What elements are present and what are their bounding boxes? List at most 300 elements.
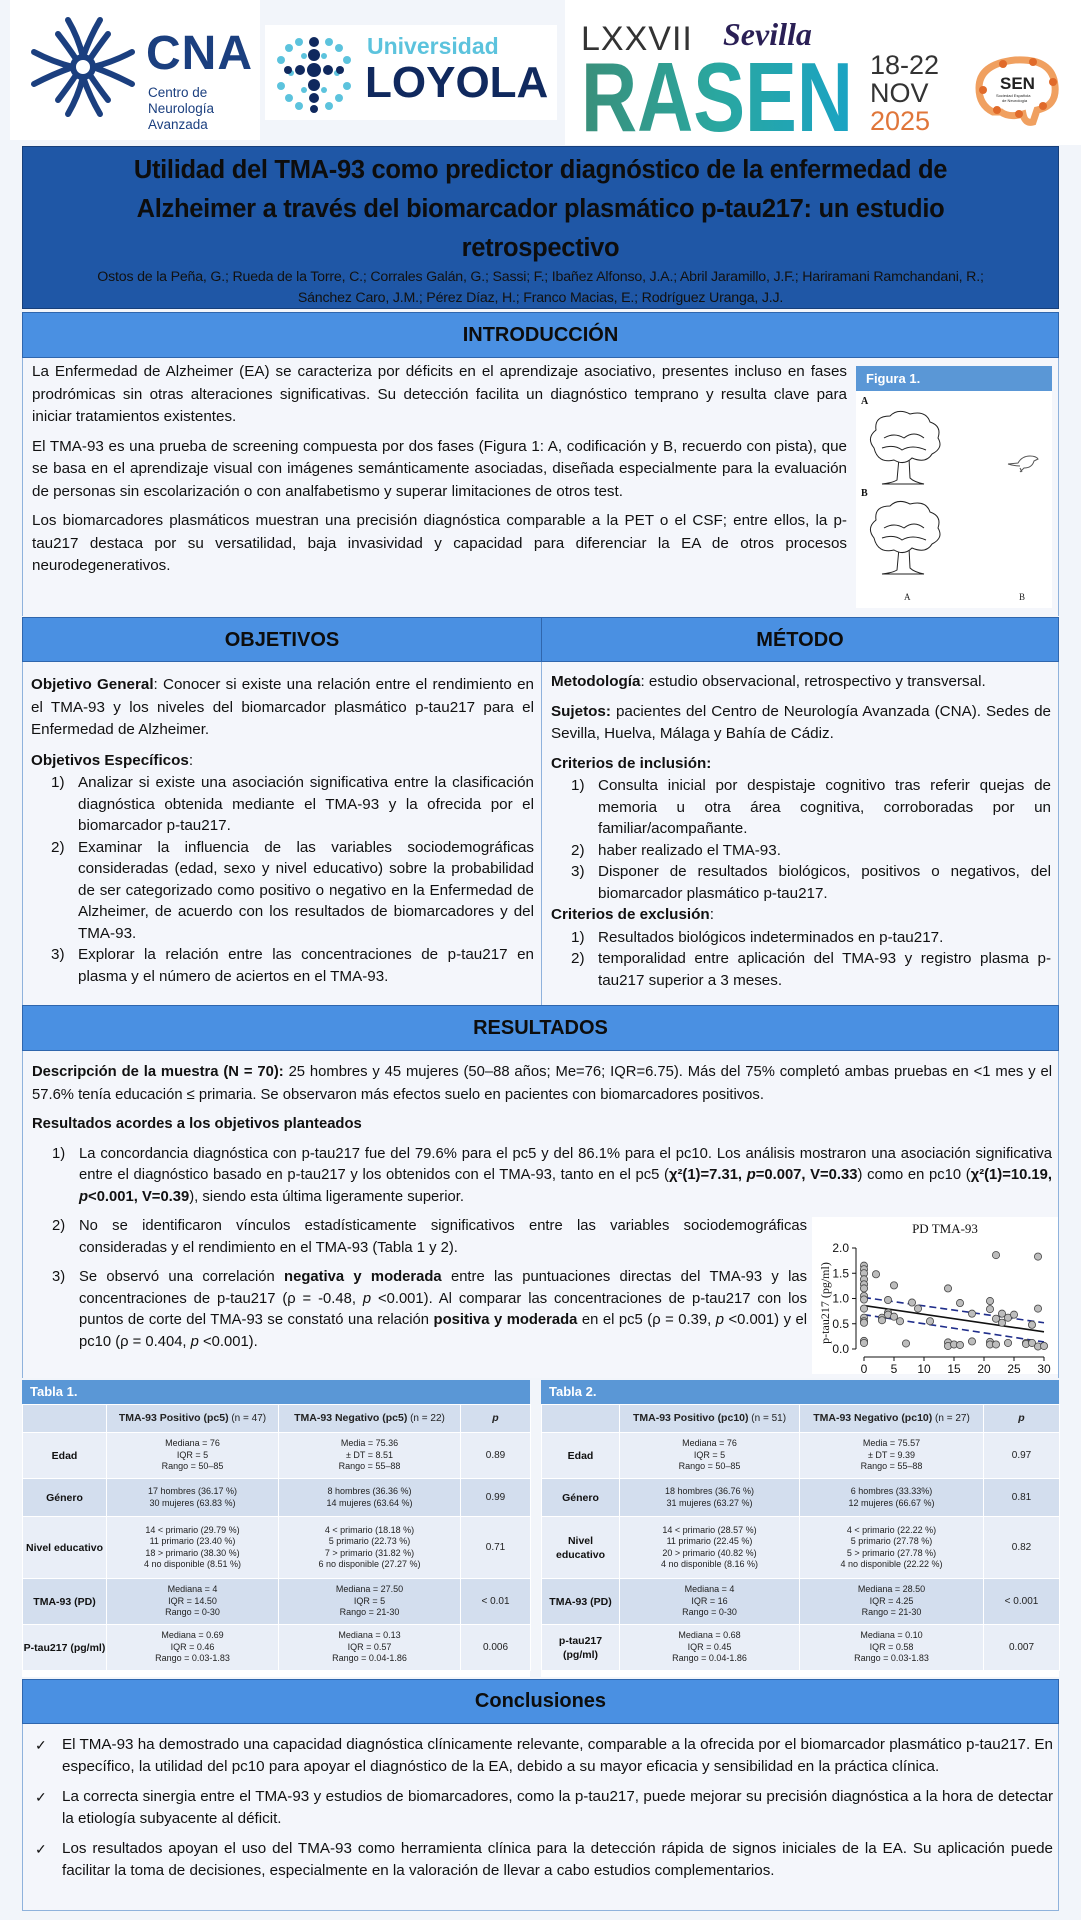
- cell-line: 30 mujeres (63.83 %): [149, 1497, 236, 1508]
- cell-line: Rango = 0.03-1.83: [854, 1653, 929, 1664]
- item-number: 2): [571, 950, 585, 967]
- table-row: [23, 1479, 531, 1517]
- cell-negativo: [800, 1479, 984, 1517]
- item-number: 3): [571, 863, 585, 880]
- table-row: [542, 1433, 1060, 1479]
- cell-positivo: [107, 1625, 279, 1671]
- colon: :: [709, 906, 714, 923]
- cell-line: Rango = 55–88: [860, 1461, 923, 1472]
- metodologia-text: : estudio observacional, retrospectivo y transversal.: [640, 673, 986, 690]
- stat: =0.007, V=0.33: [755, 1167, 858, 1183]
- text: No se identificaron vínculos estadísticamente significativos entre las variables sociodemográficas consideradas y el rendimiento en el TMA-93 (Tabla 1 y 2).: [79, 1218, 807, 1256]
- cna-logo-sub-3: Avanzada: [148, 117, 208, 132]
- cell-line: 20 > primario (40.82 %): [662, 1547, 757, 1558]
- table-row: [542, 1625, 1060, 1671]
- poster-title: Utilidad del TMA-93 como predictor diagnóstico de la enfermedad de Alzheimer a través del biomarcador plasmático p-tau217: un estudio retrospectivo: [133, 156, 948, 262]
- p-symbol: p: [362, 1290, 372, 1307]
- cell-negativo: [800, 1579, 984, 1625]
- objetivos-especificos-label: Objetivos Específicos: [31, 751, 189, 769]
- objetivos-especificos-list: [31, 772, 534, 987]
- list-item: [31, 944, 534, 987]
- cell-negativo: [800, 1517, 984, 1579]
- cell-line: IQR = 14.50: [168, 1595, 217, 1606]
- data-points: [860, 1251, 1047, 1350]
- check-icon: ✓: [35, 1789, 47, 1805]
- cell-line: Mediana = 0.68: [678, 1630, 741, 1641]
- data-point: [1040, 1342, 1047, 1349]
- descripcion-muestra-text: 25 hombres y 45 mujeres (50–88 años; Me=76; IQR=6.75). Más del 75% completó ambas pruebas en <1 mes y el 57.6% tenía educación ≤ primaria. Se observaron más efectos suelo en pacientes con biomarcadores positivos.: [32, 1064, 1052, 1103]
- bird-drawing-icon: [1006, 452, 1040, 474]
- rasen-dates: 18-22: [870, 50, 940, 80]
- resultado-3: [32, 1267, 807, 1353]
- cell-line: Media = 75.36: [340, 1438, 399, 1449]
- item-text: Resultados biológicos indeterminados en p-tau217.: [598, 928, 944, 946]
- cell-line: 14 < primario (28.57 %): [662, 1524, 757, 1535]
- header-empty: [23, 1405, 107, 1433]
- data-point: [1034, 1305, 1041, 1312]
- data-point: [1034, 1253, 1041, 1260]
- loyola-logo: [265, 25, 557, 120]
- objetivos-heading: [22, 617, 542, 662]
- row-label: Nivel educativo: [23, 1517, 107, 1579]
- tabla-1-body: [23, 1433, 531, 1671]
- header-p: p: [984, 1405, 1060, 1433]
- cell-line: Rango = 21-30: [339, 1607, 400, 1618]
- sujetos: [551, 701, 1051, 746]
- cell-line: 14 mujeres (63.64 %): [326, 1497, 413, 1508]
- tabla-2-table: [541, 1404, 1060, 1671]
- row-label: Género: [542, 1479, 620, 1517]
- header-empty: [542, 1405, 620, 1433]
- text: <0.001). Al comparar las concentraciones de p-tau217 con los puntos de corte del TMA-93 se constató una relación: [79, 1290, 808, 1328]
- list-item: [551, 948, 1051, 991]
- cell-negativo: [279, 1479, 461, 1517]
- y-axis-label: p-tau217 (pg/ml): [818, 1262, 832, 1344]
- resultados-heading-text: RESULTADOS: [473, 1017, 608, 1039]
- data-point: [860, 1319, 867, 1326]
- text: entre las puntuaciones directas del TMA-93 y las concentraciones de p-tau217 (ρ = -0.48,: [79, 1269, 808, 1307]
- neuron-icon: [28, 12, 138, 122]
- data-point: [890, 1313, 897, 1320]
- criterios-inclusion-list: [551, 775, 1051, 904]
- cna-logo-sub-2: Neurología: [148, 101, 215, 116]
- text: ) como en pc10 (: [857, 1167, 971, 1183]
- data-point: [860, 1285, 867, 1292]
- y-tick-label: 2.0: [832, 1241, 849, 1255]
- item-number: 2): [571, 841, 585, 859]
- cell-positivo: [620, 1517, 800, 1579]
- conclusiones-heading-text: Conclusiones: [474, 1690, 607, 1712]
- conclusion-text: Los resultados apoyan el uso del TMA-93 como herramienta clínica para la detección rápida de signos iniciales de la EA. Su aplicación puede facilitar la toma de decisiones, especialmente en la valoración de llevar a cabo estudios complementarios.: [62, 1840, 1053, 1879]
- metodo-heading-text: MÉTODO: [756, 629, 844, 651]
- rasen-wordmark: [581, 55, 856, 135]
- cell-line: 4 no disponible (8.51 %): [143, 1559, 242, 1569]
- table-row: [542, 1479, 1060, 1517]
- x-tick-label: 5: [890, 1362, 898, 1374]
- criterios-exclusion-list: [551, 927, 1051, 992]
- intro-paragraph-2: El TMA-93 es una prueba de screening compuesta por dos fases (Figura 1: A, codificación y B, recuerdo con pista), que se basa en el aprendizaje visual con imágenes semánticamente asociadas, diseñada especialmente para la evaluación de personas sin escolarización o con analfabetismo y superar limitaciones de otros test.: [32, 437, 847, 500]
- data-point: [992, 1341, 999, 1348]
- row-label: TMA-93 (PD): [542, 1579, 620, 1625]
- scatter-svg: [812, 1217, 1058, 1374]
- cell-line: Rango = 0.03-1.83: [155, 1653, 230, 1664]
- sujetos-text: pacientes del Centro de Neurología Avanzada (CNA). Sedes de Sevilla, Huelva, Málaga y Bahía de Cádiz.: [551, 702, 1051, 742]
- cna-logo-name: CNA: [146, 27, 253, 80]
- figure-1-title: Figura 1.: [856, 366, 1052, 391]
- cell-line: 7 > primario (31.82 %): [324, 1547, 415, 1558]
- rasen-year: 2025: [870, 106, 931, 136]
- metodologia: [551, 671, 1051, 694]
- stat: χ²(1)=10.19,: [970, 1167, 1052, 1183]
- table-row: [23, 1579, 531, 1625]
- item-text: Explorar la relación entre las concentraciones de p-tau217 en plasma y el número de aciertos en el TMA-93.: [78, 946, 534, 985]
- cell-line: Mediana = 0.13: [338, 1630, 401, 1641]
- cell-line: Mediana = 4: [167, 1584, 218, 1595]
- cell-line: Rango = 0.04-1.86: [672, 1653, 747, 1664]
- table-row: [542, 1579, 1060, 1625]
- fit-lines: [864, 1297, 1044, 1341]
- header-negativo: TMA-93 Negativo (pc10) (n = 27): [800, 1405, 984, 1433]
- cell-line: Mediana = 76: [165, 1438, 220, 1449]
- x-tick-label: 25: [1007, 1362, 1021, 1374]
- cell-line: ± DT = 8.51: [345, 1449, 394, 1460]
- cell-negativo: [800, 1433, 984, 1479]
- objetivo-general-label: Objetivo General: [31, 676, 154, 693]
- cell-line: Mediana = 76: [682, 1438, 737, 1449]
- rasen-word: RASEN: [581, 55, 853, 135]
- text: Se observó una correlación: [79, 1269, 285, 1285]
- item-text: Examinar la influencia de las variables sociodemográficas consideradas (edad, sexo y nivel educativo) sobre la probabilidad de ser categorizado como positivo o negativo en la Enfermedad de Alzheimer, de acuerdo con los resultados de biomarcadores y del TMA-93.: [78, 838, 534, 942]
- dots-cross-icon: [269, 28, 359, 118]
- objetivo-general-text: : Conocer si existe una relación entre el rendimiento en el TMA-93 y los niveles del biomarcador plasmático p-tau217 para el Enfermedad de Alzheimer.: [31, 676, 534, 738]
- cell-p-value: 0.99: [461, 1479, 531, 1517]
- cell-line: 31 mujeres (63.27 %): [666, 1497, 753, 1508]
- tabla-2-caption: Tabla 2.: [541, 1380, 1059, 1404]
- logo-bar: [0, 0, 1081, 145]
- table-row: [23, 1517, 531, 1579]
- cell-line: 4 < primario (22.22 %): [846, 1524, 937, 1535]
- table-row: [23, 1625, 531, 1671]
- data-point: [914, 1305, 921, 1312]
- tabla-2: [541, 1380, 1059, 1677]
- cell-line: Rango = 21-30: [861, 1607, 922, 1618]
- objetivos-especificos-title: [31, 750, 534, 773]
- conclusion-text: El TMA-93 ha demostrado una capacidad diagnóstica clínicamente relevante, comparable a la ofrecida por el biomarcador plasmático p-tau217. En específico, la utilidad del pc10 para apoyar el diagnóstico de la EA, debido a su mayor eficacia y sensibilidad en la práctica clínica.: [62, 1736, 1053, 1775]
- cell-line: Mediana = 27.50: [335, 1584, 404, 1595]
- data-point: [1010, 1311, 1017, 1318]
- list-item: [551, 861, 1051, 904]
- figure-caption-a: A: [904, 592, 911, 602]
- cell-line: IQR = 0.57: [347, 1641, 392, 1652]
- sujetos-label: Sujetos:: [551, 702, 611, 720]
- cell-line: 11 primario (22.45 %): [666, 1536, 753, 1546]
- cell-line: IQR = 4.25: [869, 1595, 914, 1606]
- stat: p: [746, 1167, 756, 1183]
- cell-negativo: [279, 1625, 461, 1671]
- stat: χ²(1)=7.31,: [668, 1167, 747, 1183]
- cell-p-value: 0.82: [984, 1517, 1060, 1579]
- text: La concordancia diagnóstica con p-tau217 fue del 79.6% para el pc5 y del 86.1% para el pc10. Los análisis mostraron una asociación significativa entre el diagnóstico basado en p-tau217 y los obtenidos con el TMA-93, tanto en el pc5 (: [79, 1145, 1052, 1183]
- cell-line: Mediana = 28.50: [857, 1584, 926, 1595]
- figure-caption-b: B: [1019, 592, 1026, 602]
- cell-p-value: 0.89: [461, 1433, 531, 1479]
- data-point: [944, 1285, 951, 1292]
- cell-line: IQR = 16: [691, 1595, 728, 1606]
- list-item: [31, 837, 534, 945]
- cell-p-value: < 0.001: [984, 1579, 1060, 1625]
- x-tick-label: 30: [1037, 1362, 1051, 1374]
- conclusion-item: [23, 1838, 1053, 1882]
- list-item: [31, 772, 534, 837]
- row-label: Edad: [23, 1433, 107, 1479]
- criterios-inclusion-label: Criterios de inclusión:: [551, 754, 712, 772]
- sen-logo-sub-2: de Neurología: [1002, 98, 1028, 103]
- cell-line: 17 hombres (36.17 %): [147, 1486, 238, 1496]
- data-point: [890, 1282, 897, 1289]
- stat: p: [79, 1188, 89, 1205]
- cell-line: IQR = 0.45: [687, 1641, 732, 1652]
- cell-line: Mediana = 0.69: [161, 1630, 224, 1641]
- rasen-city: Sevilla: [723, 16, 812, 52]
- criterios-exclusion-label: Criterios de exclusión: [551, 906, 710, 923]
- cell-line: Mediana = 4: [684, 1584, 735, 1595]
- resultados-heading: [22, 1005, 1059, 1051]
- scatter-plot: [812, 1217, 1058, 1374]
- tabla-1-caption: Tabla 1.: [22, 1380, 530, 1404]
- objetivos-heading-text: OBJETIVOS: [224, 629, 340, 651]
- cna-logo-sub-1: Centro de: [148, 85, 208, 100]
- data-point: [884, 1296, 891, 1303]
- stat: <0.001, V=0.39: [88, 1188, 190, 1205]
- item-text: Analizar si existe una asociación significativa entre la clasificación diagnóstica obtenida mediante el TMA-93 y la ofrecida por el biomarcador p-tau217.: [78, 774, 534, 834]
- cell-line: Rango = 50–85: [161, 1461, 224, 1472]
- resultado-1: [32, 1144, 1052, 1209]
- authors: Ostos de la Peña, G.; Rueda de la Torre, C.; Corrales Galán, G.; Sassi; F.; Ibañez Alfonso, J.A.; Abril Jaramillo, J.F.; Hariramani Ramchandani, R.; Sánchez Caro, J.M.; Pérez Díaz, H.; Franco Macias, E.; Rodríguez Uranga, J.J.: [97, 269, 984, 306]
- data-point: [968, 1310, 975, 1317]
- loyola-logo-top: Universidad: [367, 33, 499, 59]
- data-point: [860, 1305, 867, 1312]
- item-number: 1): [571, 777, 585, 794]
- check-icon: ✓: [35, 1737, 47, 1753]
- cell-p-value: 0.81: [984, 1479, 1060, 1517]
- rasen-edition: LXXVII: [581, 20, 693, 58]
- chart-title: PD TMA-93: [912, 1221, 978, 1236]
- item-number: 3): [52, 1269, 66, 1285]
- cell-line: Media = 75.57: [862, 1438, 921, 1449]
- y-tick-label: 0.0: [832, 1342, 849, 1356]
- cell-line: 18 hombres (36.76 %): [664, 1486, 755, 1496]
- data-point: [1028, 1321, 1035, 1328]
- emphasis: negativa y moderada: [284, 1269, 442, 1285]
- data-point: [896, 1318, 903, 1325]
- tabla-2-body: [542, 1433, 1060, 1671]
- conclusion-item: [23, 1786, 1053, 1830]
- data-point: [860, 1296, 867, 1303]
- cell-line: Rango = 55–88: [338, 1461, 401, 1472]
- cell-line: Rango = 0-30: [682, 1607, 737, 1618]
- header-positivo: TMA-93 Positivo (pc5) (n = 47): [107, 1405, 279, 1433]
- metodo-panel: [541, 662, 1059, 1005]
- cell-p-value: < 0.01: [461, 1579, 531, 1625]
- cell-line: 4 < primario (18.18 %): [324, 1524, 415, 1535]
- intro-heading-text: INTRODUCCIÓN: [462, 324, 619, 346]
- row-label: Edad: [542, 1433, 620, 1479]
- text: ), siendo esta última ligeramente superior.: [189, 1188, 464, 1205]
- resultado-2: [32, 1216, 807, 1259]
- cell-positivo: [107, 1479, 279, 1517]
- conclusiones-panel: [22, 1724, 1059, 1911]
- y-tick-label: 0.5: [832, 1316, 849, 1331]
- conclusiones-heading: [22, 1679, 1059, 1724]
- resultados-subheading: Resultados acordes a los objetivos planteados: [32, 1116, 362, 1132]
- tabla-1: [22, 1380, 530, 1677]
- item-text: Disponer de resultados biológicos, positivos o negativos, del biomarcador plasmático p-tau217.: [598, 863, 1051, 902]
- emphasis: positiva y moderada: [433, 1312, 578, 1328]
- cell-line: IQR = 0.46: [170, 1641, 215, 1652]
- descripcion-muestra: [32, 1061, 1052, 1106]
- data-point: [956, 1341, 963, 1348]
- objetivos-panel: [22, 662, 542, 1005]
- data-point: [878, 1317, 885, 1324]
- data-point: [908, 1299, 915, 1306]
- descripcion-muestra-label: Descripción de la muestra (N = 70):: [32, 1064, 284, 1080]
- cell-line: IQR = 5: [353, 1595, 386, 1606]
- table-header-row: [542, 1405, 1060, 1433]
- intro-heading: [22, 312, 1059, 358]
- cell-line: 11 primario (23.40 %): [149, 1536, 236, 1546]
- cell-line: IQR = 0.58: [869, 1641, 914, 1652]
- data-point: [872, 1271, 879, 1278]
- p-symbol: p: [190, 1333, 199, 1350]
- check-icon: ✓: [35, 1841, 47, 1857]
- x-tick-label: 0: [860, 1362, 868, 1374]
- cell-p-value: 0.97: [984, 1433, 1060, 1479]
- data-point: [926, 1318, 933, 1325]
- rasen-congress-logo: [565, 0, 1081, 145]
- cell-p-value: 0.007: [984, 1625, 1060, 1671]
- colon: :: [188, 751, 194, 769]
- item-number: 1): [51, 774, 65, 791]
- text: <0.001).: [198, 1333, 258, 1350]
- cell-positivo: [107, 1433, 279, 1479]
- header-negativo: TMA-93 Negativo (pc5) (n = 22): [279, 1405, 461, 1433]
- text: <0.001) y el pc10 (ρ = 0.404,: [79, 1312, 807, 1350]
- table-row: [542, 1517, 1060, 1579]
- figure-panel-a-label: A: [861, 396, 869, 407]
- x-tick-label: 20: [977, 1362, 991, 1374]
- sen-logo-sub-1: Sociedad Española: [996, 93, 1031, 98]
- data-point: [968, 1338, 975, 1345]
- data-point: [956, 1299, 963, 1306]
- cell-positivo: [620, 1479, 800, 1517]
- figure-1: [856, 366, 1052, 608]
- data-point: [902, 1340, 909, 1347]
- cell-negativo: [279, 1433, 461, 1479]
- poster-title-block: [22, 146, 1059, 309]
- objetivo-general: [31, 674, 534, 742]
- tabla-1-table: [22, 1404, 531, 1671]
- item-number: 2): [51, 838, 65, 856]
- y-tick-label: 1.5: [832, 1266, 849, 1281]
- cell-positivo: [620, 1433, 800, 1479]
- figure-panel-b-label: B: [861, 488, 868, 499]
- cell-line: 6 hombres (33.33%): [850, 1486, 933, 1496]
- intro-paragraph-1: La Enfermedad de Alzheimer (EA) se caracteriza por déficits en el aprendizaje asociativo, presentes incluso en fases prodrómicas sin otras alteraciones significativas. Su detección facilita un diagnóstico temprano y resulta clave para iniciar tratamientos existentes.: [32, 363, 847, 425]
- item-number: 2): [52, 1218, 66, 1234]
- data-point: [1004, 1339, 1011, 1346]
- item-number: 3): [51, 946, 65, 963]
- conclusion-item: [23, 1734, 1053, 1778]
- cell-line: 12 mujeres (66.67 %): [848, 1497, 935, 1508]
- list-item: [551, 775, 1051, 840]
- cell-positivo: [107, 1579, 279, 1625]
- cell-line: Rango = 50–85: [678, 1461, 741, 1472]
- intro-paragraph-3: Los biomarcadores plasmáticos muestran una precisión diagnóstica comparable a la PET o el CSF; entre ellos, la p-tau217 destaca por su versatilidad, baja invasividad y capacidad para diferenciar la EA de otros procesos neurodegenerativos.: [32, 512, 847, 574]
- cell-line: 14 < primario (29.79 %): [145, 1524, 240, 1535]
- table-row: [23, 1433, 531, 1479]
- list-item: [551, 927, 1051, 949]
- item-number: 1): [52, 1145, 66, 1162]
- cell-positivo: [620, 1579, 800, 1625]
- data-point: [986, 1297, 993, 1304]
- cell-line: 18 > primario (38.30 %): [145, 1547, 240, 1558]
- cell-line: 5 primario (22.73 %): [328, 1536, 411, 1546]
- data-point: [986, 1306, 993, 1313]
- cell-p-value: 0.71: [461, 1517, 531, 1579]
- rasen-month: NOV: [870, 78, 929, 108]
- cell-negativo: [279, 1579, 461, 1625]
- cell-line: Rango = 0.04-1.86: [332, 1653, 407, 1664]
- y-tick-label: 1.0: [832, 1291, 849, 1306]
- cell-negativo: [800, 1625, 984, 1671]
- row-label: TMA-93 (PD): [23, 1579, 107, 1625]
- x-tick-label: 10: [917, 1362, 931, 1374]
- data-point: [998, 1319, 1005, 1326]
- metodo-heading: [541, 617, 1059, 662]
- cna-logo: [10, 0, 260, 140]
- item-text: Consulta inicial por despistaje cognitivo tras referir quejas de memoria u otra área cognitiva, corroboradas por un familiar/acompañante.: [598, 777, 1051, 837]
- list-item: [551, 840, 1051, 862]
- header-positivo: TMA-93 Positivo (pc10) (n = 51): [620, 1405, 800, 1433]
- cell-line: 5 primario (27.78 %): [850, 1536, 933, 1546]
- cell-line: IQR = 5: [693, 1449, 726, 1460]
- row-label: p-tau217 (pg/ml): [542, 1625, 620, 1671]
- cell-positivo: [620, 1625, 800, 1671]
- conclusiones-list: [23, 1734, 1053, 1890]
- cell-line: 8 hombres (36.36 %): [327, 1486, 412, 1496]
- conclusion-text: La correcta sinergia entre el TMA-93 y estudios de biomarcadores, como la p-tau217, puede mejorar su precisión diagnóstica a la hora de detectar la etiología subyacente al déficit.: [62, 1788, 1053, 1827]
- cell-line: 5 > primario (27.78 %): [846, 1547, 937, 1558]
- data-point: [860, 1339, 867, 1346]
- x-tick-label: 15: [947, 1362, 961, 1374]
- cell-line: ± DT = 9.39: [867, 1449, 916, 1460]
- sen-logo: [973, 50, 1063, 130]
- row-label: Nivel educativo: [542, 1517, 620, 1579]
- p-symbol: p: [715, 1312, 724, 1328]
- table-header-row: [23, 1405, 531, 1433]
- item-text: temporalidad entre aplicación del TMA-93 y registro plasma p-tau217 superior a 3 meses.: [598, 950, 1051, 989]
- tree-drawing-icon-b: [864, 498, 944, 576]
- cell-line: Mediana = 0.10: [860, 1630, 923, 1641]
- cell-line: IQR = 5: [176, 1449, 209, 1460]
- item-text: haber realizado el TMA-93.: [598, 841, 781, 859]
- cell-line: 6 no disponible (27.27 %): [318, 1559, 421, 1569]
- cell-p-value: 0.006: [461, 1625, 531, 1671]
- cell-line: 4 no disponible (8.16 %): [660, 1559, 759, 1569]
- metodologia-label: Metodología: [551, 673, 641, 690]
- header-p: p: [461, 1405, 531, 1433]
- item-number: 1): [571, 928, 585, 946]
